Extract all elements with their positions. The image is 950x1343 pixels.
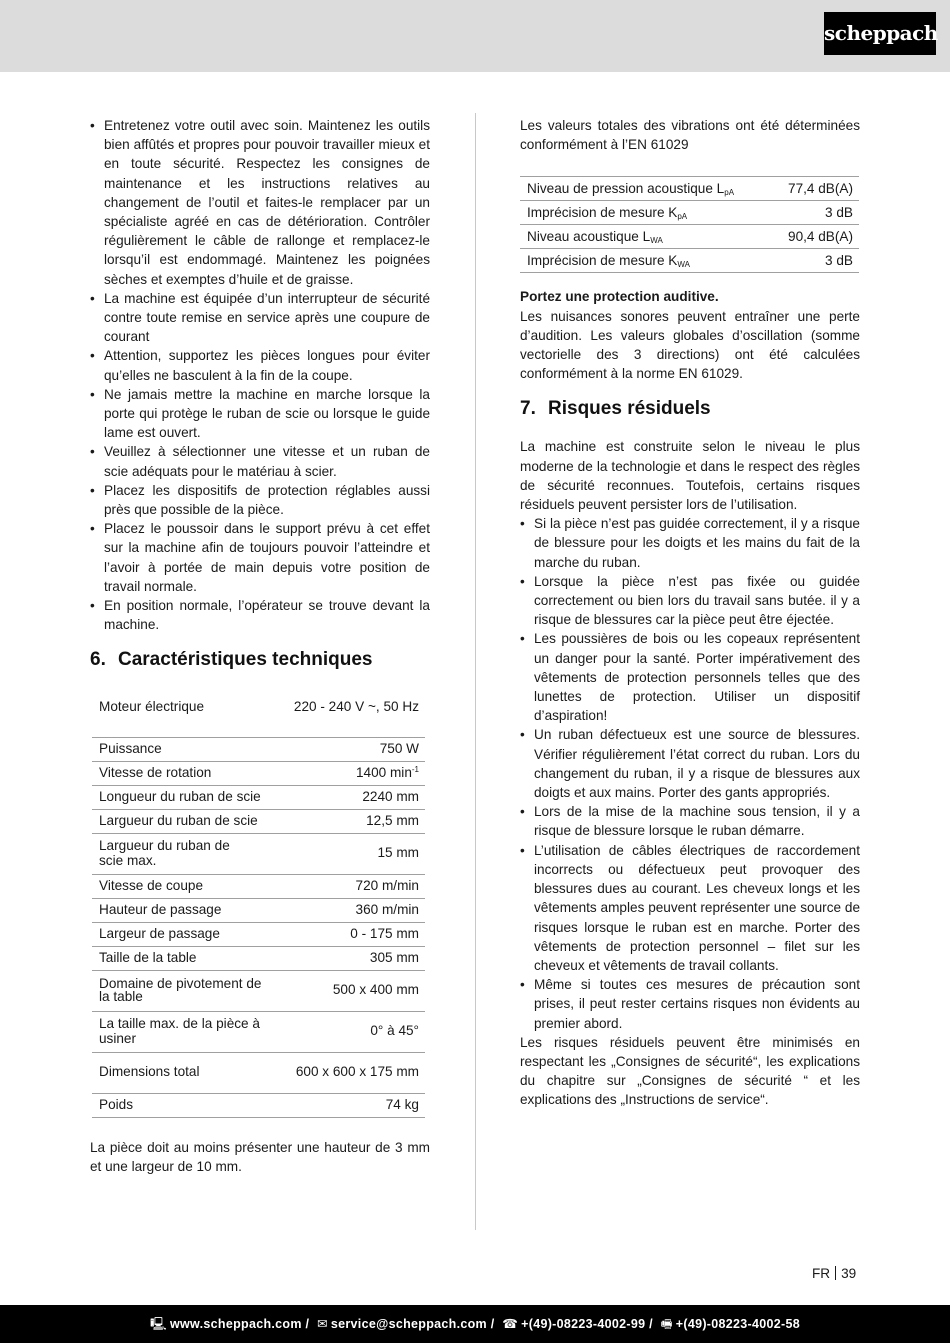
spec-label: La taille max. de la pièce à usiner [92, 1011, 275, 1052]
table-row [92, 785, 425, 809]
table-row [92, 761, 425, 785]
spec-value: 15 mm [275, 833, 425, 874]
list-item: • Veuillez à sélectionner une vitesse et un ruban de scie adéquats pour le matériau à scier. [90, 442, 430, 480]
section-heading-technical [90, 648, 430, 672]
email-icon: ✉ [317, 1317, 328, 1331]
section-heading-residual [520, 397, 860, 421]
list-item: • L’utilisation de câbles électriques de raccordement incorrects ou défectueux peut provoquer des blessures dues au courant. Les cheveux longs et les vêtements amples peuvent représenter une source de risques lorsque le ruban est en marche. Porter des vêtements de protection personnel – filet sur les cheveux et vêtements de travail collants. [520, 841, 860, 975]
list-item: • Lorsque la pièce n’est pas fixée ou guidée correctement ou bien lors du travail sans butée. il y a risque de blessures car la pièce peut être éjectée. [520, 572, 860, 630]
specs-table [92, 687, 425, 1118]
residual-bullet-list [520, 514, 860, 1032]
page-number-divider [835, 1266, 836, 1280]
table-row [520, 201, 859, 225]
noise-value: 3 dB [770, 201, 859, 225]
spec-value: 220 - 240 V ~, 50 Hz [275, 687, 425, 737]
list-item: • Si la pièce n’est pas guidée correctement, il y a risque de blessure pour les doigts et les mains du fait de la marche du ruban. [520, 514, 860, 572]
page-header [0, 0, 950, 72]
spec-label: Vitesse de coupe [92, 874, 275, 898]
fax-icon: 🖷 [660, 1317, 673, 1331]
footer-phone: +(49)-08223-4002-99 / [521, 1317, 653, 1331]
column-divider [475, 113, 476, 1230]
noise-label-cell [520, 201, 770, 225]
spec-value: 12,5 mm [275, 809, 425, 833]
noise-value: 3 dB [770, 249, 859, 273]
table-row [92, 809, 425, 833]
computer-icon: 🖳 [150, 1317, 168, 1331]
table-row [92, 898, 425, 922]
list-item: • Ne jamais mettre la machine en marche lorsque la porte qui protège le ruban de scie ou lorsque le guide lame est ouvert. [90, 385, 430, 443]
noise-table [520, 176, 859, 273]
noise-label-sub: pA [724, 188, 735, 198]
noise-value: 77,4 dB(A) [770, 177, 859, 201]
section-number: 6. [90, 649, 106, 671]
list-item: • La machine est équipée d’un interrupteur de sécurité contre toute remise en service après une coupure de courant [90, 289, 430, 347]
spec-label: Vitesse de rotation [92, 761, 275, 785]
list-item: • Placez le poussoir dans le support prévu à cet effet sur la machine afin de toujours pouvoir l’atteindre et l’avoir à portée de main depuis votre position de travail normale. [90, 519, 430, 596]
list-item: • Placez les dispositifs de protection réglables aussi près que possible de la pièce. [90, 481, 430, 519]
footer-fax: +(49)-08223-4002-58 [675, 1317, 800, 1331]
noise-label-cell [520, 249, 770, 273]
safety-bullet-list [90, 116, 430, 634]
vibration-intro: Les valeurs totales des vibrations ont été déterminées conformément à l’EN 61029 [520, 118, 860, 153]
table-row [92, 833, 425, 874]
spec-value: 750 W [275, 737, 425, 761]
hearing-protection-text: Les nuisances sonores peuvent entraîner une perte d’audition. Les valeurs globales d’oscillation (somme vectorielle des 3 directions) ont été calculées conformément à la norme EN 61029. [520, 308, 860, 382]
spec-value: 2240 mm [275, 785, 425, 809]
page-number [812, 1265, 856, 1283]
spec-value: 720 m/min [275, 874, 425, 898]
noise-label-cell [520, 177, 770, 201]
right-column [520, 116, 860, 1110]
section-title: Risques résiduels [548, 398, 711, 420]
footer-website[interactable]: www.scheppach.com / [170, 1317, 310, 1331]
list-item: • Les poussières de bois ou les copeaux représentent un danger pour la santé. Porter impérativement des vêtements de protection personnels telles que des lunettes de protection. Utiliser un dispositif d’aspiration! [520, 629, 860, 725]
spec-value: 1400 min [355, 764, 412, 780]
list-item: • Un ruban défectueux est une source de blessures. Vérifier régulièrement l’état correct du ruban. Lors du changement du ruban, il y a risque de blessures aux doigts et aux mains. Porter des gants appropriés. [520, 725, 860, 802]
list-item: • Lors de la mise de la machine sous tension, il y a risque de blessure lorsque le ruban démarre. [520, 802, 860, 840]
spec-value: 360 m/min [275, 898, 425, 922]
residual-intro: La machine est construite selon le niveau le plus moderne de la technologie et dans le respect des règles de sécurité reconnues. Toutefois, certains risques résiduels peuvent persister lors de l’utilisation. [520, 439, 860, 513]
spec-value-cell [275, 761, 425, 785]
table-row [92, 1093, 425, 1117]
spec-value: 305 mm [275, 946, 425, 970]
page-number-value: 39 [841, 1266, 857, 1281]
table-row [520, 249, 859, 273]
spec-label: Taille de la table [92, 946, 275, 970]
spec-label: Hauteur de passage [92, 898, 275, 922]
list-item: • Entretenez votre outil avec soin. Maintenez les outils bien affûtés et propres pour pouvoir travailler mieux et en toute sécurité. Respectez les consignes de maintenance et les instructions relatives au changement de l’outil et faites-le remplacer par un spécialiste agréé en cas de détérioration. Contrôler régulièrement le câble de rallonge et remplacez-le lorsqu’il est endommagé. Maintenez les poignées sèches et exemptes d’huile et de graisse. [90, 116, 430, 289]
footer-email[interactable]: service@scheppach.com / [330, 1317, 495, 1331]
table-row [92, 874, 425, 898]
spec-value: 0 - 175 mm [275, 922, 425, 946]
dimension-note: La pièce doit au moins présenter une hauteur de 3 mm et une largeur de 10 mm. [90, 1139, 430, 1175]
spec-label: Largueur du ruban de scie max. [92, 833, 275, 874]
table-row [92, 1052, 425, 1093]
spec-value: 0° à 45° [275, 1011, 425, 1052]
noise-label-sub: WA [650, 236, 663, 246]
noise-label: Imprécision de mesure K [527, 253, 678, 269]
list-item: • Même si toutes ces mesures de précaution sont prises, il peut rester certains risques non évidents au premier abord. [520, 975, 860, 1033]
section-title: Caractéristiques techniques [118, 649, 373, 671]
noise-label-sub: WA [677, 260, 690, 270]
spec-label: Moteur électrique [92, 687, 275, 737]
table-row [92, 970, 425, 1011]
table-row [520, 225, 859, 249]
noise-label: Niveau de pression acoustique L [527, 181, 725, 197]
spec-value: 500 x 400 mm [275, 970, 425, 1011]
list-item: • En position normale, l’opérateur se trouve devant la machine. [90, 596, 430, 634]
spec-label: Poids [92, 1093, 275, 1117]
spec-label: Largueur du ruban de scie [92, 809, 275, 833]
list-item: • Attention, supportez les pièces longues pour éviter qu’elles ne basculent à la fin de la coupe. [90, 346, 430, 384]
noise-label-cell [520, 225, 770, 249]
page-footer [0, 1305, 950, 1343]
left-column [90, 116, 430, 1176]
hearing-protection-title: Portez une protection auditive. [520, 289, 719, 305]
noise-label: Imprécision de mesure K [527, 205, 678, 221]
spec-label: Dimensions total [92, 1052, 275, 1093]
residual-outro: Les risques résiduels peuvent être minimisés en respectant les „Consignes de sécurité“, les explications du chapitre sur „Consignes de sécurité “ et les explications des „Instructions de service“. [520, 1034, 860, 1108]
table-row [92, 946, 425, 970]
spec-value: 74 kg [275, 1093, 425, 1117]
spec-value: 600 x 600 x 175 mm [275, 1052, 425, 1093]
noise-label-sub: pA [677, 212, 688, 222]
table-row [92, 1011, 425, 1052]
table-row [92, 687, 425, 737]
spec-value-exponent: -1 [411, 764, 419, 774]
noise-value: 90,4 dB(A) [770, 225, 859, 249]
section-number: 7. [520, 398, 536, 420]
phone-icon: ☎ [502, 1317, 519, 1331]
table-row [520, 177, 859, 201]
noise-label: Niveau acoustique L [527, 229, 651, 245]
spec-label: Domaine de pivotement de la table [92, 970, 275, 1011]
spec-label: Largeur de passage [92, 922, 275, 946]
table-row [92, 922, 425, 946]
brand-logo: scheppach [824, 12, 936, 55]
page-language: FR [812, 1266, 831, 1281]
spec-label: Puissance [92, 737, 275, 761]
spec-label: Longueur du ruban de scie [92, 785, 275, 809]
table-row [92, 737, 425, 761]
